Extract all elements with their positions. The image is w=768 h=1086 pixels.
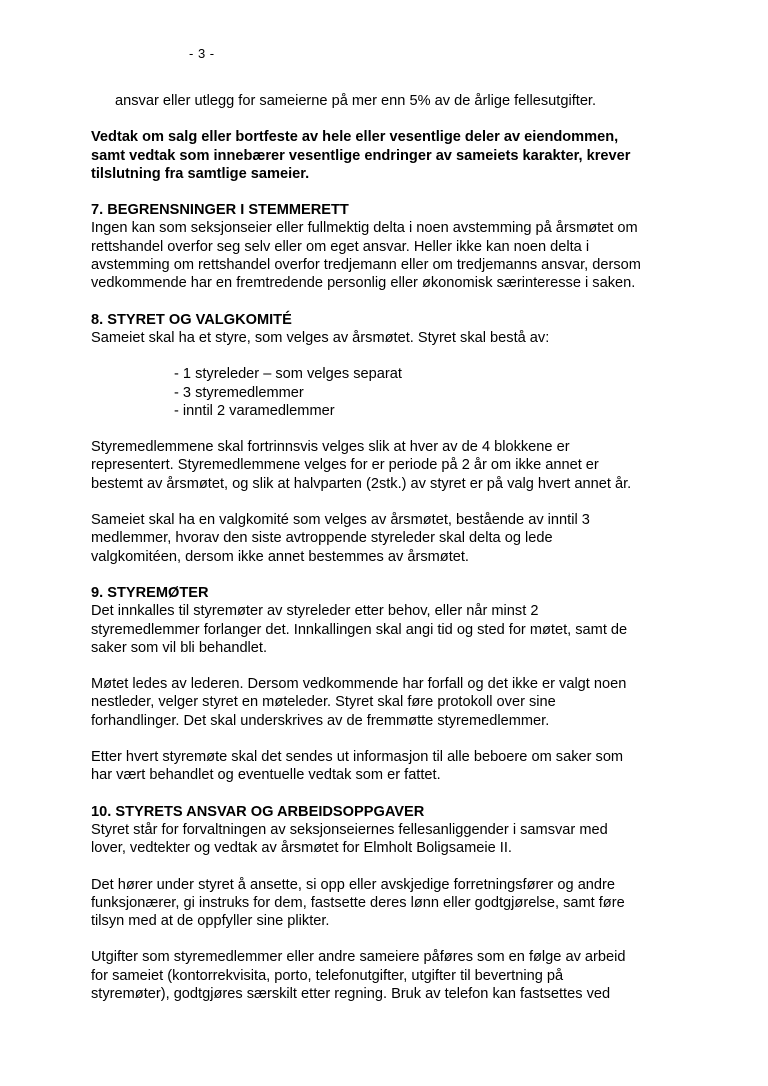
- section-7-line: vedkommende har en fremtredende personlig eller økonomisk særinteresse i saken.: [91, 275, 636, 292]
- paragraph-line: valgkomitéen, dersom ikke annet bestemmes av årsmøtet.: [91, 548, 469, 565]
- paragraph-line: tilsyn med at de oppfyller sine plikter.: [91, 913, 330, 930]
- section-9: [91, 584, 691, 657]
- paragraph-line: bestemt av årsmøtet, og slik at halvparten (2stk.) av styret er på valg hvert annet år.: [91, 475, 632, 492]
- section-10-paragraph-2: [91, 876, 691, 931]
- bold-paragraph-line: tilslutning fra samtlige sameier.: [91, 165, 310, 182]
- section-8-paragraph-1: [91, 438, 691, 493]
- paragraph-line: forhandlinger. Det skal underskrives av de fremmøtte styremedlemmer.: [91, 712, 550, 729]
- paragraph-line: for sameiet (kontorrekvisita, porto, telefonutgifter, utgifter til bevertning på: [91, 967, 564, 984]
- paragraph-line: Det innkalles til styremøter av styreleder etter behov, eller når minst 2: [91, 603, 539, 620]
- section-9-paragraph-3: [91, 748, 691, 785]
- section-9-heading: 9. STYREMØTER: [91, 584, 209, 601]
- paragraph-line: Møtet ledes av lederen. Dersom vedkommende har forfall og det ikke er valgt noen: [91, 676, 627, 693]
- paragraph-line: Styremedlemmene skal fortrinnsvis velges slik at hver av de 4 blokkene er: [91, 439, 570, 456]
- paragraph-line: har vært behandlet og eventuelle vedtak som er fattet.: [91, 767, 441, 784]
- list-item: - inntil 2 varamedlemmer: [174, 402, 335, 419]
- intro-line: ansvar eller utlegg for sameierne på mer enn 5% av de årlige fellesutgifter.: [115, 93, 597, 109]
- paragraph-line: Styret står for forvaltningen av seksjonseiernes fellesanliggender i samsvar med: [91, 821, 608, 838]
- section-8: [91, 311, 691, 348]
- section-10-heading: 10. STYRETS ANSVAR OG ARBEIDSOPPGAVER: [91, 803, 425, 820]
- bold-paragraph-line: Vedtak om salg eller bortfeste av hele eller vesentlige deler av eiendommen,: [91, 129, 619, 146]
- section-9-paragraph-2: [91, 675, 691, 730]
- section-8-paragraph-2: [91, 511, 691, 566]
- page-number: - 3 -: [189, 46, 215, 61]
- section-8-intro: Sameiet skal ha et styre, som velges av årsmøtet. Styret skal bestå av:: [91, 329, 550, 346]
- paragraph-line: lover, vedtekter og vedtak av årsmøtet for Elmholt Boligsameie II.: [91, 840, 512, 857]
- section-7-line: avstemming om rettshandel overfor tredjemann eller om tredjemanns ansvar, dersom: [91, 257, 641, 274]
- paragraph-line: Sameiet skal ha en valgkomité som velges av årsmøtet, bestående av inntil 3: [91, 512, 590, 529]
- list-item: - 1 styreleder – som velges separat: [174, 366, 402, 383]
- section-7-line: Ingen kan som seksjonseier eller fullmektig delta i noen avstemming på årsmøtet om: [91, 220, 638, 237]
- section-10: [91, 803, 691, 858]
- list-item: - 3 styremedlemmer: [174, 384, 304, 401]
- paragraph-line: Etter hvert styremøte skal det sendes ut informasjon til alle beboere om saker som: [91, 749, 624, 766]
- section-7: [91, 201, 691, 292]
- paragraph-line: styremedlemmer forlanger det. Innkallingen skal angi tid og sted for møtet, samt de: [91, 621, 628, 638]
- paragraph-line: Det hører under styret å ansette, si opp eller avskjedige forretningsfører og andre: [91, 876, 616, 893]
- paragraph-line: funksjonærer, gi instruks for dem, fastsette deres lønn eller godtgjørelse, samt føre: [91, 894, 625, 911]
- paragraph-line: nestleder, velger styret en møteleder. Styret skal føre protokoll over sine: [91, 694, 556, 711]
- paragraph-line: representert. Styremedlemmene velges for er periode på 2 år om ikke annet er: [91, 457, 599, 474]
- document-body: [91, 92, 691, 1003]
- section-10-paragraph-3: [91, 948, 691, 1003]
- paragraph-line: medlemmer, hvorav den siste avtroppende styreleder skal delta og lede: [91, 530, 553, 547]
- board-composition-list: [91, 365, 691, 420]
- section-8-heading: 8. STYRET OG VALGKOMITÉ: [91, 311, 292, 328]
- paragraph-line: saker som vil bli behandlet.: [91, 639, 268, 656]
- paragraph-line: Utgifter som styremedlemmer eller andre sameiere påføres som en følge av arbeid: [91, 949, 626, 966]
- section-7-heading: 7. BEGRENSNINGER I STEMMERETT: [91, 202, 349, 219]
- bold-paragraph: [91, 128, 691, 183]
- section-7-line: rettshandel overfor seg selv eller om eget ansvar. Heller ikke kan noen delta i: [91, 238, 590, 255]
- bold-paragraph-line: samt vedtak som innebærer vesentlige endringer av sameiets karakter, krever: [91, 147, 631, 164]
- paragraph-line: styremøter), godtgjøres særskilt etter regning. Bruk av telefon kan fastsettes ved: [91, 985, 611, 1002]
